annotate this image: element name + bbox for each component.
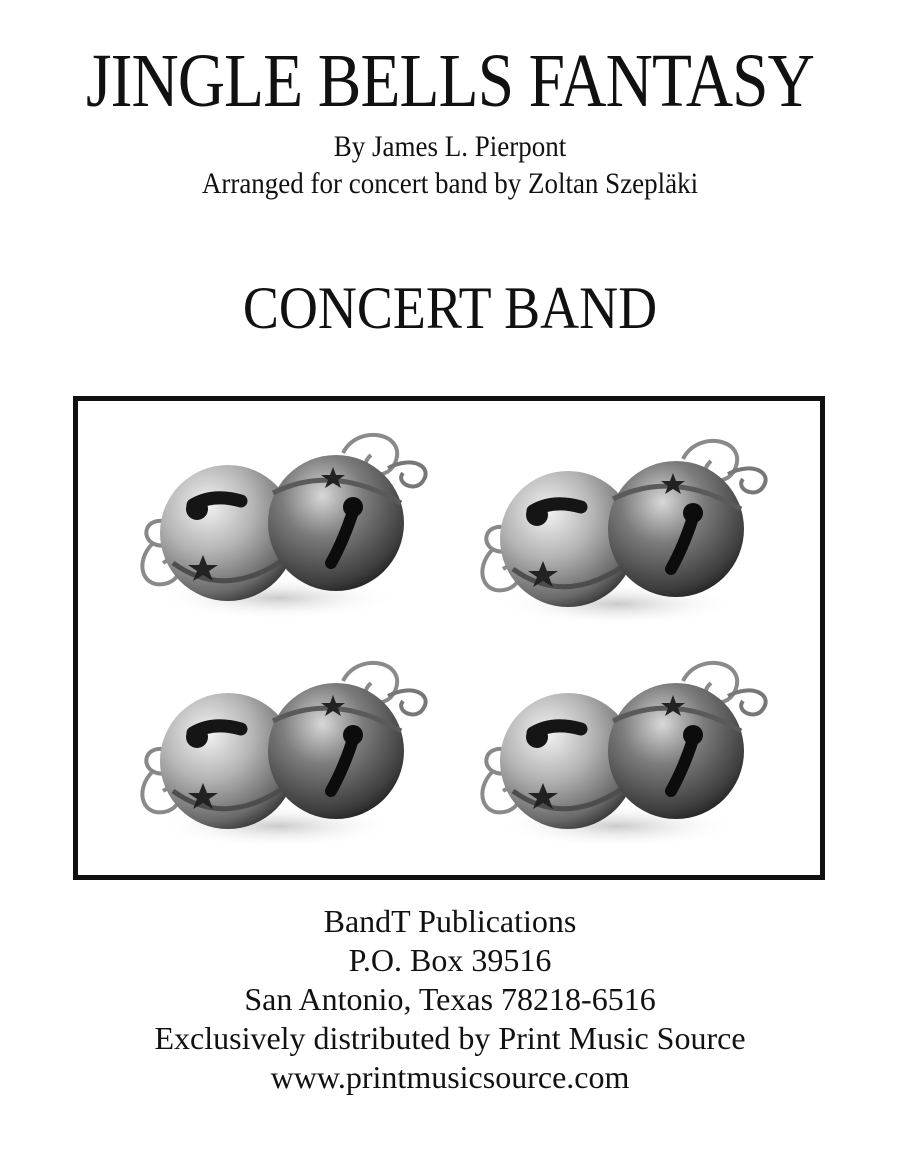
page-title: JINGLE BELLS FANTASY	[85, 39, 814, 123]
publisher-website: www.printmusicsource.com	[270, 1059, 630, 1095]
bell-pair-2	[482, 441, 765, 626]
illustration-frame	[73, 396, 825, 880]
jingle-bells-illustration	[78, 401, 820, 875]
bell-pair-3	[142, 663, 425, 848]
composer-credit: By James L. Pierpont	[333, 130, 567, 163]
publisher-po-box: P.O. Box 39516	[348, 942, 552, 978]
publisher-name: BandT Publications	[323, 903, 577, 939]
distribution-note: Exclusively distributed by Print Music Source	[154, 1020, 746, 1056]
edition-heading: CONCERT BAND	[242, 275, 658, 341]
arranger-credit: Arranged for concert band by Zoltan Szepläki	[201, 167, 699, 200]
bell-pair-4	[482, 663, 765, 848]
bell-pair-1	[142, 435, 425, 620]
publisher-city: San Antonio, Texas 78218-6516	[244, 981, 656, 1017]
